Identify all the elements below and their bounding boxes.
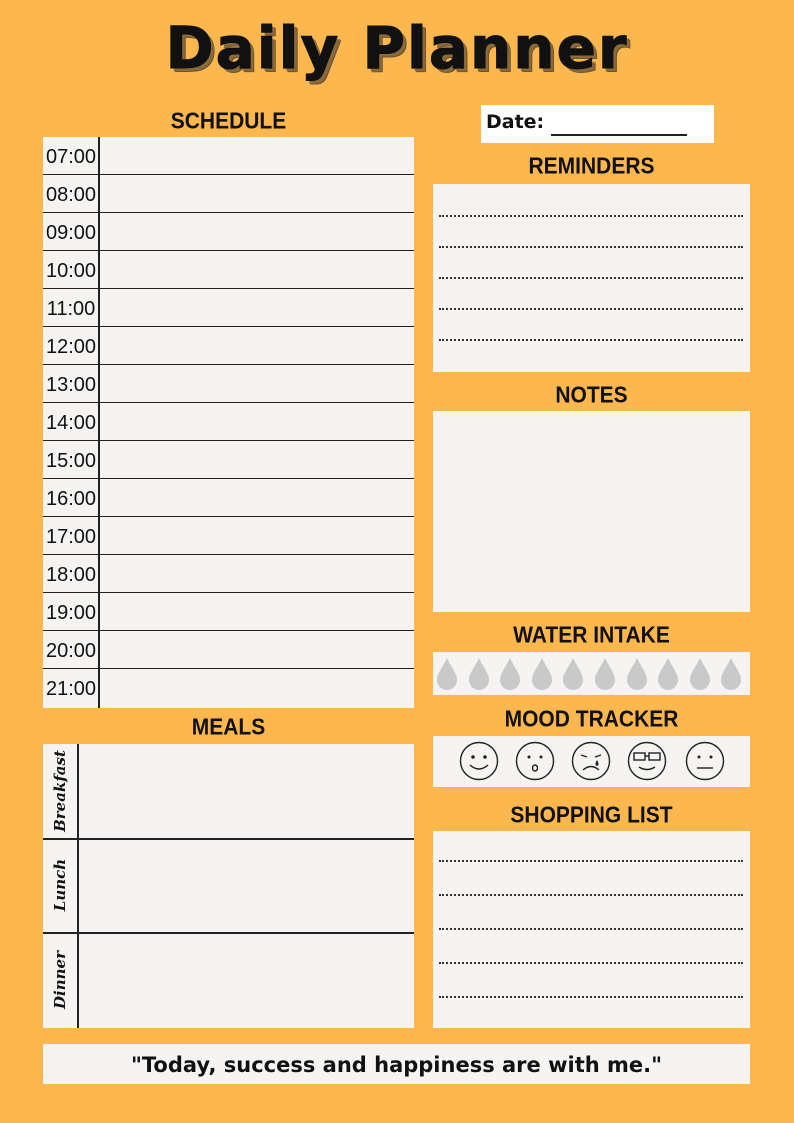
page-title: Daily Planner [165, 14, 629, 82]
surprised-face-icon[interactable] [514, 740, 556, 782]
schedule-time-label: 15:00 [45, 450, 97, 472]
meals-panel [43, 744, 414, 1028]
reminders-title: REMINDERS [528, 153, 655, 180]
water-drop-icon[interactable] [656, 657, 680, 691]
water-drop-icon[interactable] [688, 657, 712, 691]
meal-entry-dinner[interactable] [79, 934, 414, 1028]
water-drop-icon[interactable] [530, 657, 554, 691]
water-drop-icon[interactable] [467, 657, 491, 691]
mood-tracker-panel [433, 736, 750, 787]
crying-face-icon[interactable] [570, 740, 612, 782]
schedule-row[interactable] [43, 593, 414, 631]
meal-label-breakfast: Breakfast [51, 750, 70, 832]
reminder-line[interactable] [439, 339, 743, 341]
water-drop-icon[interactable] [719, 657, 743, 691]
schedule-time-label: 13:00 [45, 374, 97, 396]
shopping-line[interactable] [439, 860, 743, 862]
schedule-time-label: 08:00 [45, 184, 97, 206]
shopping-list-panel[interactable] [433, 831, 750, 1028]
neutral-face-icon[interactable] [684, 740, 726, 782]
schedule-row[interactable] [43, 403, 414, 441]
shopping-line[interactable] [439, 996, 743, 998]
schedule-row[interactable] [43, 289, 414, 327]
water-drop-icon[interactable] [561, 657, 585, 691]
schedule-row[interactable] [43, 175, 414, 213]
water-intake-title: WATER INTAKE [513, 622, 670, 649]
date-field[interactable] [481, 105, 714, 143]
meal-label-lunch: Lunch [51, 858, 69, 912]
schedule-row[interactable] [43, 213, 414, 251]
schedule-time-label: 10:00 [45, 260, 97, 282]
date-label: Date: [486, 111, 545, 133]
schedule-time-label: 21:00 [45, 678, 97, 700]
schedule-row[interactable] [43, 137, 414, 175]
schedule-row[interactable] [43, 365, 414, 403]
schedule-time-label: 07:00 [45, 146, 97, 168]
schedule-time-label: 20:00 [45, 640, 97, 662]
schedule-row[interactable] [43, 669, 414, 707]
schedule-time-label: 14:00 [45, 412, 97, 434]
schedule-title: SCHEDULE [170, 108, 287, 135]
schedule-time-label: 11:00 [46, 298, 96, 320]
schedule-time-label: 18:00 [45, 564, 97, 586]
schedule-row[interactable] [43, 327, 414, 365]
notes-panel[interactable] [433, 411, 750, 612]
date-underline [551, 134, 687, 136]
reminder-line[interactable] [439, 277, 743, 279]
schedule-row[interactable] [43, 479, 414, 517]
schedule-row[interactable] [43, 555, 414, 593]
happy-face-icon[interactable] [458, 740, 500, 782]
reminder-line[interactable] [439, 308, 743, 310]
schedule-panel [43, 137, 414, 708]
reminder-line[interactable] [439, 246, 743, 248]
schedule-time-label: 17:00 [45, 526, 97, 548]
water-drop-icon[interactable] [625, 657, 649, 691]
shopping-line[interactable] [439, 928, 743, 930]
shopping-line[interactable] [439, 962, 743, 964]
water-intake-panel [433, 652, 750, 695]
meals-title: MEALS [191, 714, 266, 741]
schedule-row[interactable] [43, 631, 414, 669]
schedule-time-label: 19:00 [45, 602, 97, 624]
shopping-line[interactable] [439, 894, 743, 896]
schedule-row[interactable] [43, 517, 414, 555]
quote-banner [43, 1044, 750, 1084]
shopping-list-title: SHOPPING LIST [510, 802, 673, 829]
schedule-time-label: 16:00 [45, 488, 97, 510]
water-drop-icon[interactable] [593, 657, 617, 691]
water-drop-icon[interactable] [498, 657, 522, 691]
notes-title: NOTES [555, 382, 628, 409]
reminders-panel[interactable] [433, 184, 750, 372]
schedule-time-label: 09:00 [45, 222, 97, 244]
meal-entry-breakfast[interactable] [79, 744, 414, 838]
glasses-face-icon[interactable] [626, 740, 668, 782]
schedule-row[interactable] [43, 251, 414, 289]
reminder-line[interactable] [439, 215, 743, 217]
quote-text: "Today, success and happiness are with me." [130, 1053, 663, 1077]
meal-label-dinner: Dinner [51, 951, 69, 1009]
schedule-time-label: 12:00 [45, 336, 97, 358]
meal-entry-lunch[interactable] [79, 840, 414, 932]
water-drop-icon[interactable] [435, 657, 459, 691]
schedule-row[interactable] [43, 441, 414, 479]
mood-tracker-title: MOOD TRACKER [504, 706, 679, 733]
